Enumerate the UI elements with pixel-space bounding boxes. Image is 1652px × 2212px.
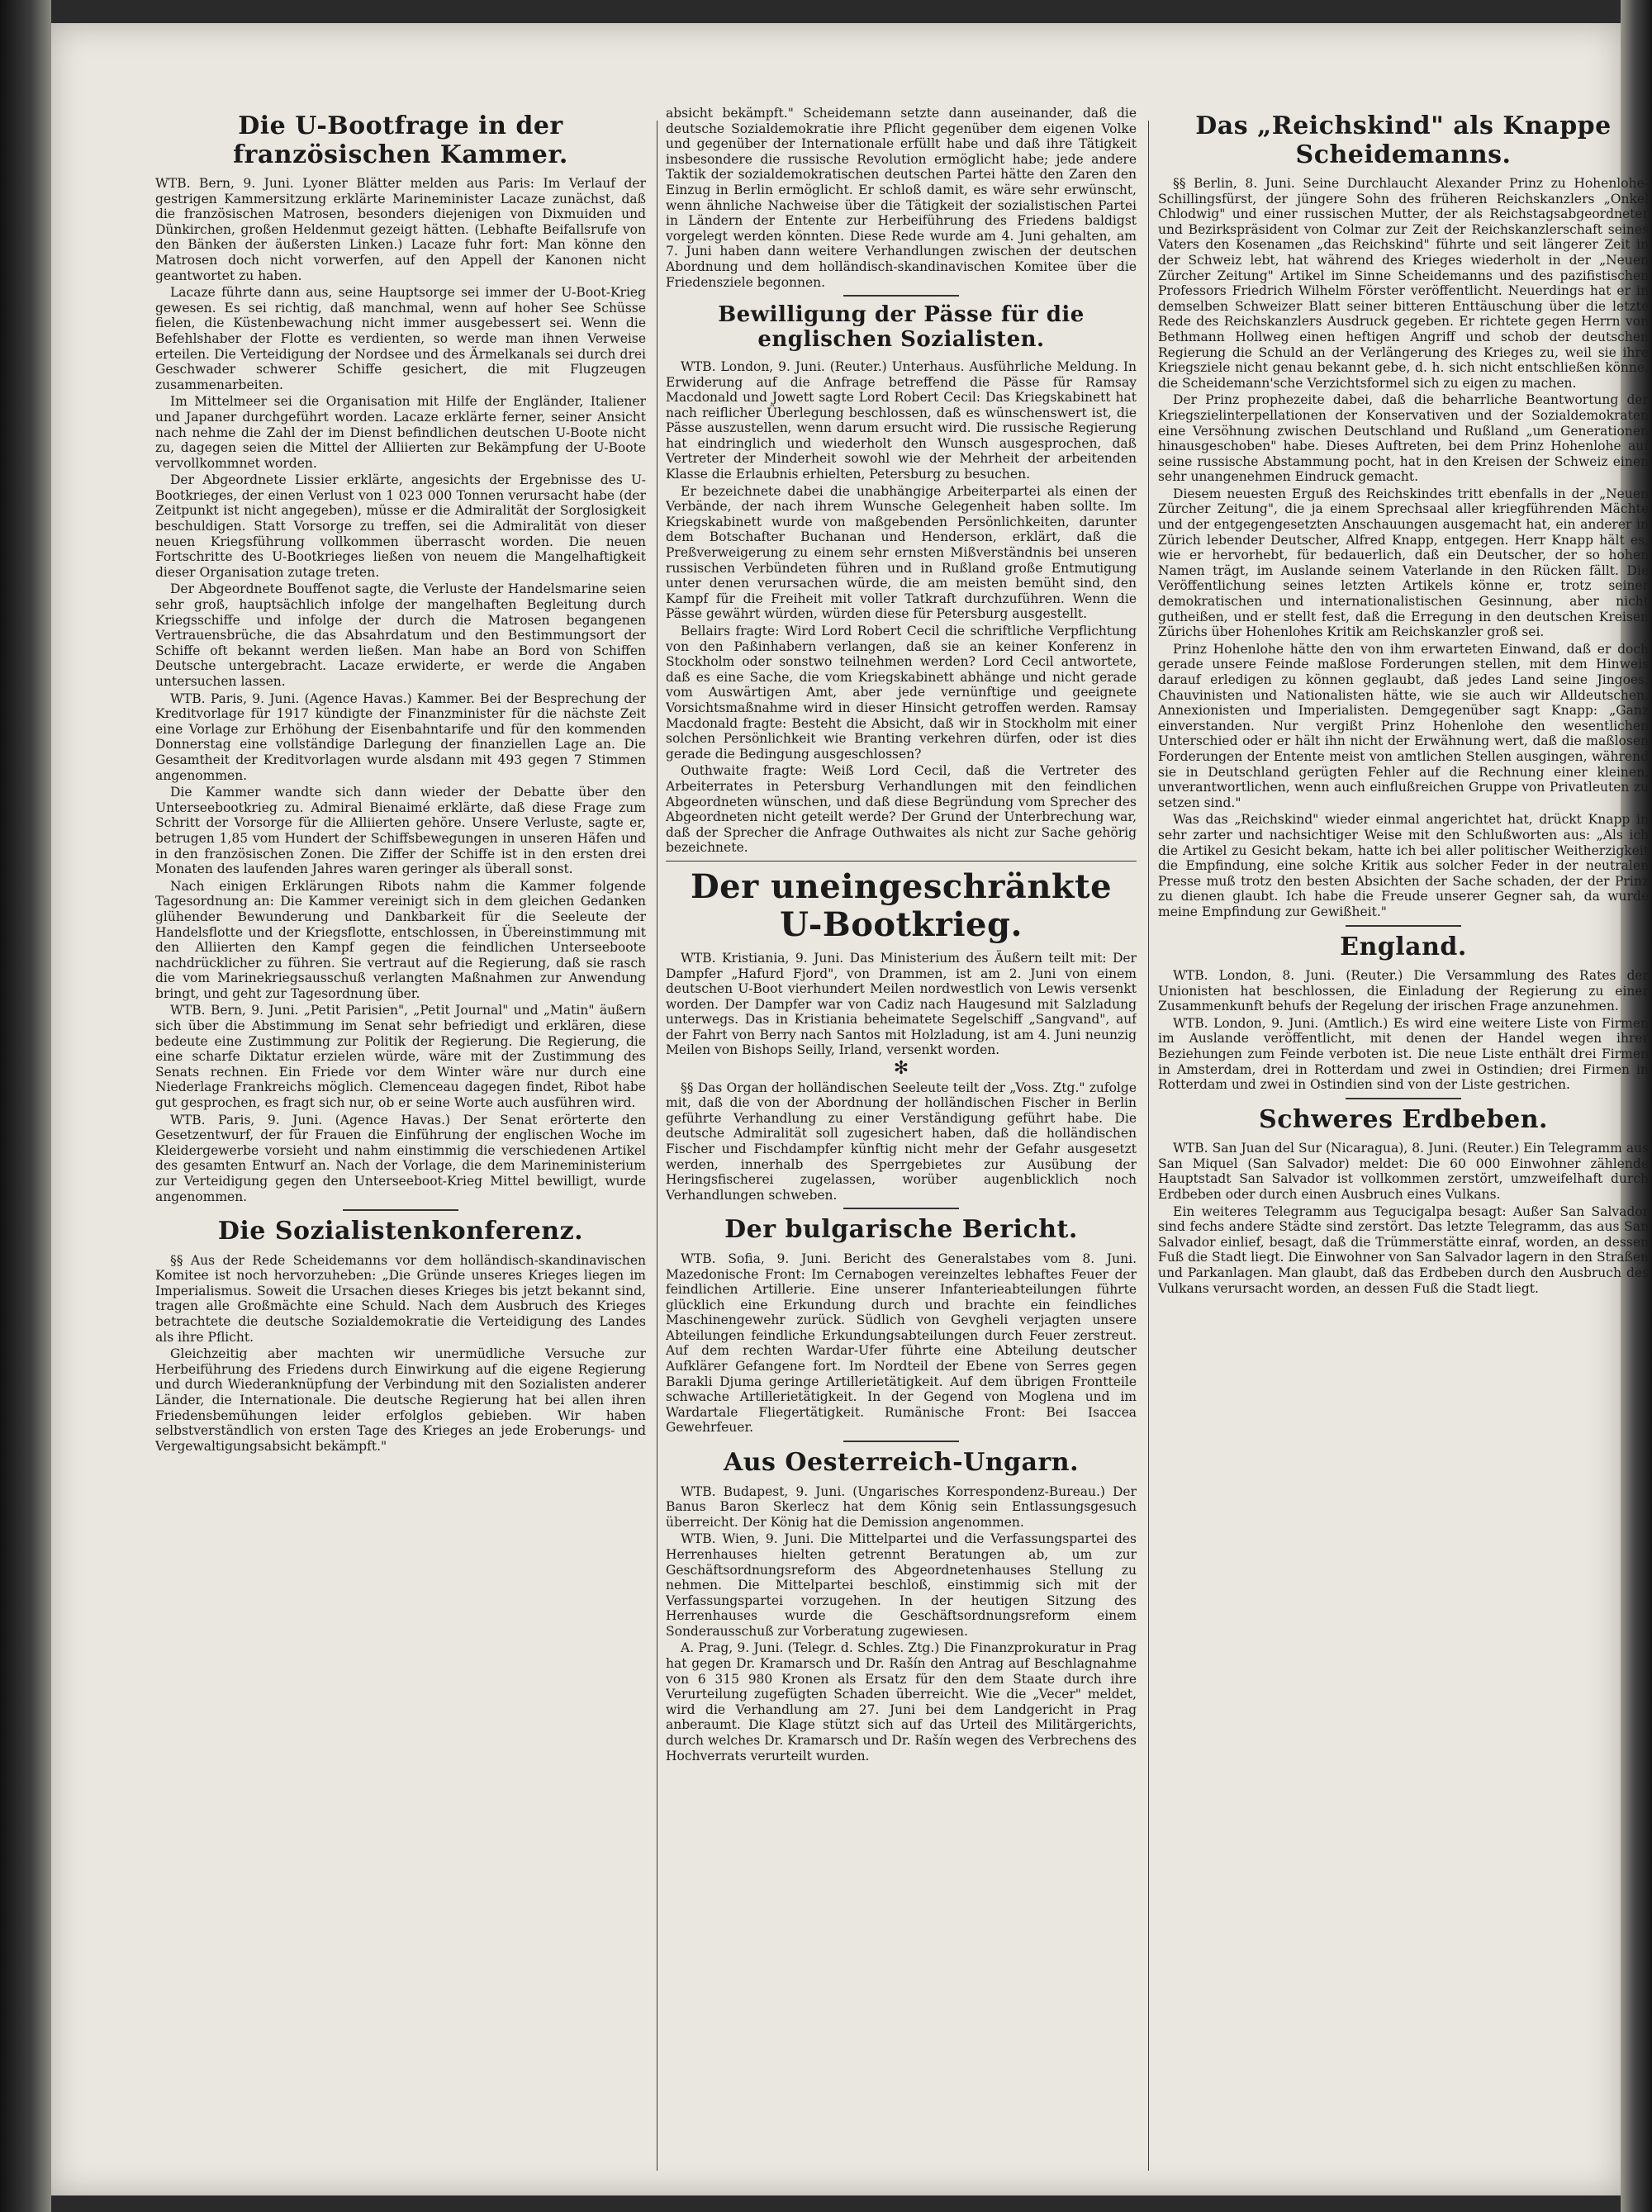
asterism-divider: ✻: [893, 1058, 909, 1080]
article-paragraph: Er bezeichnete dabei die unabhängige Arbeiterpartei als einen der Verbände, der nach ihrem Wunsche Gelegenheit haben sollte. Im Kriegskabinett wurde von maßgebenden Persönlichkeiten, darunter dem Botschafter Buchanan und Henderson, erklärt, daß die Preßverweigerung zu einem sehr ernsten Mißverständnis bei unseren russischen Verbündeten führen und in Rußland große Entmutigung unter denen verursachen würde, die am meisten bemüht sind, den Kampf für die Freiheit mit voller Tatkraft durchzuführen. Wenn die Pässe gewährt würden, würden diese für Petersburg ausgestellt.: [666, 483, 1137, 622]
article-paragraph: Was das „Reichskind" wieder einmal angerichtet hat, drückt Knapp in sehr zarter und nachsichtiger Weise mit den Schlußworten aus: „Als ich die Artikel zu Gesicht bekam, hatte ich bei aller politischer Weitherzigkeit die Empfindung, eine solche Kritik aus solcher Feder in der neutralen Presse muß trotz den besten Absichten der Sache schaden, der der Prinz zu dienen glaubt. Ich habe die Freude unserer Gegner sah, da wurde meine Empfindung zur Gewißheit.": [1158, 812, 1649, 919]
article-paragraph: Ein weiteres Telegramm aus Tegucigalpa besagt: Außer San Salvador sind fechs andere Städte sind zerstört. Das letzte Telegramm, das aus San Salvador einlief, besagt, daß die Trümmerstätte einraf, worden, an dessen Fuß die Stadt liegt. Die Einwohner von San Salvador lagern in den Straßen und Parkanlagen. Man glaubt, daß das Erdbeben durch den Ausbruch des Vulkans verursacht worden, an dessen Fuß die Stadt liegt.: [1158, 1203, 1649, 1296]
article-paragraph: WTB. Paris, 9. Juni. (Agence Havas.) Der Senat erörterte den Gesetzentwurf, der für Frauen die Einführung der englischen Woche im Kleidergewerbe vorsieht und nahm einstimmig die verschiedenen Artikel des gesamten Entwurf an. Nach der Vorlage, die dem Marineministerium zur Verteidigung gegen den Unterseeboot-Krieg Mittel bewilligt, wurde angenommen.: [155, 1112, 646, 1204]
article-paragraph: Der Prinz prophezeite dabei, daß die beharrliche Beantwortung der Kriegszielinterpellationen der Konservativen und der Sozialdemokraten eine Versöhnung zwischen Deutschland und Rußland „um Generationen hinausgeschoben" habe. Dieses Auftreten, bei dem Prinz Hohenlohe auf seine russische Abstammung pocht, hat in den Kreisen der Schweiz einen sehr unangenehmen Eindruck gemacht.: [1158, 392, 1649, 485]
article-paragraph: Outhwaite fragte: Weiß Lord Cecil, daß die Vertreter des Arbeiterrates in Petersburg Verhandlungen mit den feindlichen Abgeordneten wünschen, und daß diese Begründung vom Sprecher des Abgeordneten nicht geteilt werde? Der Grund der Unterbrechung war, daß der Sprecher die Anfrage Outhwaites als nicht zur Sache gehörig bezeichnete.: [666, 763, 1137, 856]
headline-sozialistenkonferenz: Die Sozialistenkonferenz.: [217, 1217, 584, 1246]
section-divider: [666, 861, 1137, 862]
section-divider: [1346, 1098, 1461, 1099]
newspaper-page: [51, 23, 1649, 2195]
article-paragraph: WTB. London, 9. Juni. (Amtlich.) Es wird eine weitere Liste von Firmen im Auslande veröffentlicht, mit denen der Handel wegen ihrer Beziehungen zum Feinde verboten ist. Die neue Liste enthält drei Firmen in Amsterdam, drei in Rotterdam und zwei in Ostindien; drei Firmen in Rotterdam und zwei in Ostindien sind von der Liste gestrichen.: [1158, 1015, 1649, 1093]
article-paragraph: Prinz Hohenlohe hätte den von ihm erwarteten Einwand, daß er doch gerade unsere Feinde maßlose Forderungen stellen, mit dem Hinweis darauf erledigen zu können geglaubt, daß jedes Land seine Jingoes, Chauvinisten und Nationalisten hätte, wie sie auch wir Alldeutschen, Annexionisten und Imperialisten. Demgegenüber sagt Knapp: „Ganz einverstanden. Nur vergißt Prinz Hohenlohe den wesentlichen Unterschied oder er hält ihn nicht der Erwähnung wert, daß die maßlosen Forderungen der Entente meist von amtlichen Stellen ausgingen, während sie in Deutschland gerügten Fehler auf die Rechnung einer kleinen, unverantwortlichen, wenn auch einflußreichen Gruppe von Privatleuten zu setzen sind.": [1158, 641, 1649, 810]
article-paragraph: Der Abgeordnete Bouffenot sagte, die Verluste der Handelsmarine seien sehr groß, hauptsächlich infolge der mangelhaften Begleitung durch Kriegsschiffe und infolge der durch die Matrosen begangenen Vertrauensbrüche, die das Absahrdatum und den Bestimmungsort der Schiffe oft bekannt werden ließen. Man habe an Bord von Schiffen Deutsche untergebracht. Lacaze erwiderte, er werde die Angaben untersuchen lassen.: [155, 581, 646, 689]
headline-uneingeschraenkter-ubootkrieg: Der uneingeschränkte U-Bootkrieg.: [690, 866, 1113, 944]
article-paragraph: Nach einigen Erklärungen Ribots nahm die Kammer folgende Tagesordnung an: Die Kammer vereinigt sich in dem gleichen Gedanken glühender Bewunderung und Dankbarkeit für die Seeleute der Handelsflotte und der Kriegsflotte, entschlossen, in Übereinstimmung mit den Alliierten den Kampf gegen die feindlichen Unterseeboote nachdrücklicher zu führen. Sie vertraut auf die Regierung, daß sie rasch die vom Marinekriegsausschuß verlangten Maßnahmen zur Anwendung bringt, und geht zur Tagesordnung über.: [155, 878, 646, 1001]
article-paragraph: WTB. Sofia, 9. Juni. Bericht des Generalstabes vom 8. Juni. Mazedonische Front: Im Cernabogen vereinzeltes lebhaftes Feuer der feindlichen Artillerie. Eine unserer Infanterieabteilungen führte glücklich eine Erkundung durch und brachte ein feindliches Maschinengewehr zurück. Südlich von Gevgheli verjagten unsere Abteilungen feindliche Erkundungsabteilungen durch Feuer zerstreut. Auf dem rechten Wardar-Ufer führte eine Abteilung deutscher Aufklärer Gefangene fort. Im Nordteil der Ebene von Serres gegen Barakli Djuma geringe Artillerietätigkeit. Auf dem übrigen Frontteile schwache Artillerietätigkeit. In der Gegend von Moglena und im Wardartale Fliegertätigkeit. Rumänische Front: Bei Isaccea Gewehrfeuer.: [666, 1251, 1137, 1436]
article-paragraph: WTB. London, 9. Juni. (Reuter.) Unterhaus. Ausführliche Meldung. In Erwiderung auf die Anfrage betreffend die Pässe für Ramsay Macdonald und Jowett sagte Lord Robert Cecil: Das Kriegskabinett hat nach reiflicher Überlegung beschlossen, daß es wünschenswert ist, die Pässe auszustellen, wenn darum ersucht wird. Die russische Regierung hat eindringlich und wiederholt den Wunsch ausgesprochen, daß Vertreter der Minderheit sowohl wie der Mehrheit der arbeitenden Klasse die Erlaubnis erhielten, Petersburg zu besuchen.: [666, 358, 1137, 482]
article-paragraph: §§ Aus der Rede Scheidemanns vor dem holländisch-skandinavischen Komitee ist noch hervorzuheben: „Die Gründe unseres Krieges liegen im Imperialismus. Soweit die Ursachen dieses Krieges bis jetzt bekannt sind, tragen alle Großmächte eine Schuld. Nach dem Ausbruch des Krieges betrachtete die deutsche Sozialdemokratie die Verteidigung des Landes als ihre Pflicht.: [155, 1252, 646, 1345]
article-paragraph: Die Kammer wandte sich dann wieder der Debatte über den Unterseebootkrieg zu. Admiral Bienaimé erklärte, daß diese Frage zum Schritt der Vorsorge für die Alliierten gehöre. Unsere Verluste, sagte er, betrugen 1,85 vom Hundert der Schiffsbewegungen in unseren Häfen und in den französischen Zonen. Die Ziffer der Schiffe ist in den ersten drei Monaten des laufenden Jahres waren geringer als überall sonst.: [155, 785, 646, 877]
article-paragraph: Der Abgeordnete Lissier erklärte, angesichts der Ergebnisse des U-Bootkrieges, der einen Verlust von 1 023 000 Tonnen verursacht habe (der Zeitpunkt ist nicht angegeben), müsse er die Admiralität der Sorglosigkeit beschuldigen. Statt Vorsorge zu treffen, sei die Admiralität von dieser neuen Kriegsführung vollkommen überrascht worden. Die neuen Fortschritte des U-Bootkrieges ließen von neuem die Mangelhaftigkeit dieser Organisation zutage treten.: [155, 472, 646, 580]
headline-paesse-sozialisten: Bewilligung der Pässe für die englischen Sozialisten.: [718, 302, 1085, 353]
column-1: [155, 106, 646, 2171]
article-paragraph: WTB. Bern, 9. Juni. „Petit Parisien", „Petit Journal" und „Matin" äußern sich über die Abstimmung im Senat sehr befriedigt und erklären, diese bedeute eine Zustimmung zur Politik der Regierung. Die Regierung, die eine scharfe Diktatur erzielen würde, wäre mit der Zustimmung des Senats rechnen. Ein Friede vor dem Winter wäre nur durch eine Niederlage Frankreichs möglich. Clemenceau dagegen findet, Ribot habe gut gesprochen, es fragt sich nur, ob er seine Worte auch ausführen wird.: [155, 1003, 646, 1111]
headline-oesterreich-ungarn: Aus Oesterreich-Ungarn.: [723, 1448, 1080, 1478]
headline-england: England.: [1340, 932, 1467, 961]
article-paragraph: WTB. London, 8. Juni. (Reuter.) Die Versammlung des Rates der Unionisten hat beschlossen, die Einladung der Regierung zu einer Zusammenkunft behufs der Regelung der irischen Frage anzunehmen.: [1158, 968, 1649, 1014]
article-paragraph: Diesem neuesten Erguß des Reichskindes tritt ebenfalls in der „Neuen Zürcher Zeitung", die ja einem Sprechsaal aller kriegführenden Mächte und der entgegengesetzten Anschauungen ausgemacht hat, ein anderer in Zürich lebender Deutscher, Alfred Knapp, entgegen. Herr Knapp hält es, wie er hervorhebt, für bedauerlich, daß ein Deutscher, der so hohen Namen trägt, im Auslande seinem Vaterlande in den Rücken fällt. Die Veröffentlichung seines letzten Artikels könne er, trotz seiner demokratischen und internationalistischen Gesinnung, aber nicht gutheißen, und er stellt fest, daß die Erregung in den deutschen Kreisen Zürichs über Hohenlohes Kritik am Reichskanzler groß sei.: [1158, 486, 1649, 640]
article-paragraph: A. Prag, 9. Juni. (Telegr. d. Schles. Ztg.) Die Finanzprokuratur in Prag hat gegen Dr. Kramarsch und Dr. Rašín den Antrag auf Beschlagnahme von 6 315 980 Kronen als Ersatz für den dem Staate durch ihre Verurteilung zugefügten Schaden überreicht. Wie die „Vecer" meldet, wird die Verhandlung am 27. Juni bei dem Landgericht in Prag anberaumt. Die Klage stützt sich auf das Urteil des Militärgerichts, durch welches Dr. Kramarsch und Dr. Rašín wegen des Verbrechens des Hochverrats verurteilt wurden.: [666, 1640, 1137, 1763]
article-paragraph: Im Mittelmeer sei die Organisation mit Hilfe der Engländer, Italiener und Japaner durchgeführt worden. Lacaze erklärte ferner, seiner Ansicht nach nehme die Zahl der im Dienst befindlichen deutschen U-Boote nicht zu, dagegen seien die Mittel der Alliierten zur Bekämpfung der U-Boote vervollkommnet worden.: [155, 394, 646, 471]
section-divider: [1346, 925, 1461, 927]
headline-reichskind: Das „Reichskind" als Knappe Scheidemanns.: [1195, 112, 1612, 169]
article-paragraph: absicht bekämpft." Scheidemann setzte dann auseinander, daß die deutsche Sozialdemokratie ihre Pflicht gegenüber dem eigenen Volke und gegenüber der Internationale erfüllt habe und daß ihre Tätigkeit insbesondere die russische Revolution ermöglicht habe; jede andere Taktik der sozialdemokratischen deutschen Partei hätte den Zaren den Einzug in Berlin ermöglicht. Er schloß damit, es wäre sehr erwünscht, wenn ähnliche Nachweise über die Tätigkeit der sozialistischen Partei in Ländern der Entente zur Herbeiführung des Friedens baldigst vorgelegt werden könnten. Diese Rede wurde am 4. Juni gehalten, am 7. Juni haben dann weitere Verhandlungen zwischen der deutschen Abordnung und dem holländisch-skandinavischen Komitee über die Friedensziele begonnen.: [666, 106, 1137, 290]
column-2: [666, 106, 1137, 2171]
section-divider: [843, 1441, 959, 1442]
article-paragraph: Lacaze führte dann aus, seine Hauptsorge sei immer der U-Boot-Krieg gewesen. Es sei richtig, daß manchmal, wenn auf hoher See Schüsse fielen, die Küstenbewachung nicht immer ausgebessert sei. Wenn die Befehlshaber der Flotte es verdienten, so werde man ihnen Verweise erteilen. Die Verteidigung der Nordsee und des Ärmelkanals sei durch drei Geschwader schwerer Schiffe gesichert, die mit Flugzeugen zusammenarbeiten.: [155, 285, 646, 392]
headline-erdbeben: Schweres Erdbeben.: [1259, 1104, 1548, 1134]
headline-bulgarischer-bericht: Der bulgarische Bericht.: [724, 1215, 1078, 1245]
article-paragraph: WTB. Kristiania, 9. Juni. Das Ministerium des Äußern teilt mit: Der Dampfer „Hafurd Fjord", von Drammen, ist am 2. Juni von einem deutschen U-Boot vierhundert Meilen nordwestlich von Lewis versenkt worden. Der Dampfer war von Cadiz nach Haugesund mit Salzladung unterwegs. Das in Kristiania beheimatete Segelschiff „Sangvand", auf der Fahrt von Berry nach Santos mit Holzladung, ist am 4. Juni neunzig Meilen von Bishops Seilly, Irland, versenkt worden.: [666, 950, 1137, 1058]
article-paragraph: WTB. Wien, 9. Juni. Die Mittelpartei und die Verfassungspartei des Herrenhauses hielten getrennt Beratungen ab, um zur Geschäftsordnungsreform des Abgeordnetenhauses Stellung zu nehmen. Die Mittelpartei beschloß, einstimmig sich mit der Verfassungspartei vorzugehen. In der heutigen Sitzung des Herrenhauses wurde die Geschäftsordnungsreform einem Sonderausschuß zur Vorberatung zugewiesen.: [666, 1531, 1137, 1639]
headline-u-boot-kammer: Die U-Bootfrage in der französischen Kammer.: [233, 112, 568, 169]
article-paragraph: WTB. Bern, 9. Juni. Lyoner Blätter melden aus Paris: Im Verlauf der gestrigen Kammersitzung erklärte Marineminister Lacaze zunächst, daß die französischen Matrosen, besonders diejenigen von Dixmuiden und Dünkirchen, großen Heldenmut gezeigt hätten. (Lebhafte Beifallsrufe von den Bänken der äußersten Linken.) Lacaze fuhr fort: Man könne den Matrosen doch nicht vorwerfen, auf den Appell der Kanonen nicht geantwortet zu haben.: [155, 176, 646, 283]
article-paragraph: §§ Berlin, 8. Juni. Seine Durchlaucht Alexander Prinz zu Hohenlohe-Schillingsfürst, der jüngere Sohn des früheren Reichskanzlers „Onkel Chlodwig" und einer russischen Mutter, der als Reichstagsabgeordneter und Bezirkspräsident von Colmar zur Zeit der Reichskanzlerschaft seines Vaters den Kosenamen „das Reichskind" führte und seit längerer Zeit in der Schweiz lebt, hat während des Krieges wiederholt in der „Neuen Zürcher Zeitung" Artikel im Sinne Scheidemanns und des pazifistischen Professors Friedrich Wilhelm Förster veröffentlicht. Neuerdings hat er in demselben Schweizer Blatt seiner bitteren Enttäuschung über die letzte Rede des Reichskanzlers Ausdruck gegeben. Er richtete gegen Herrn von Bethmann Hollweg einen heftigen Angriff und schob der deutschen Regierung die Schuld an der Verlängerung des Krieges zu, weil sie ihre Kriegsziele nicht genau bekannt gebe, d. h. sich nicht entschließen könne, die Scheidemann'sche Verzichtsformel sich zu eigen zu machen.: [1158, 176, 1649, 391]
section-divider: [343, 1209, 458, 1211]
article-paragraph: WTB. Paris, 9. Juni. (Agence Havas.) Kammer. Bei der Besprechung der Kreditvorlage für 1917 kündigte der Finanzminister für die nächste Zeit eine Vorlage zur Erhöhung der Eisenbahntarife und für den kommenden Donnerstag eine vollständige Darlegung der finanziellen Lage an. Die Gesamtheit der Kreditvorlagen wurde alsdann mit 493 gegen 7 Stimmen angenommen.: [155, 691, 646, 783]
article-paragraph: WTB. San Juan del Sur (Nicaragua), 8. Juni. (Reuter.) Ein Telegramm aus San Miquel (San Salvador) meldet: Die 60 000 Einwohner zählende Hauptstadt San Salvador ist vollkommen zerstört, umzweifelhaft durch Erdbeben oder durch einen Ausbruch eines Vulkans.: [1158, 1141, 1649, 1203]
section-divider: [843, 295, 959, 297]
article-paragraph: §§ Das Organ der holländischen Seeleute teilt der „Voss. Ztg." zufolge mit, daß die von der Abordnung der holländischen Fischer in Berlin geführte Verhandlung zu einer Verständigung geführt habe. Die deutsche Admiralität soll zugesichert haben, daß die holländischen Fischer und Fischdampfer künftig nicht mehr der Gefahr ausgesetzt werden, innerhalb des Sperrgebietes zur Ausübung der Heringsfischerei zugelassen, worüber augenblicklich noch Verhandlungen schweben.: [666, 1080, 1137, 1203]
scan-edge-left: [0, 0, 51, 2212]
section-divider: [843, 1208, 959, 1209]
column-3: [1158, 106, 1649, 2171]
article-paragraph: Gleichzeitig aber machten wir unermüdliche Versuche zur Herbeiführung des Friedens durch Einwirkung auf die eigene Regierung und durch Wiederanknüpfung der Verbindung mit den Sozialisten anderer Länder, die Internationale. Die deutsche Regierung hat bei allen ihren Friedensbemühungen leider erfolglos gebieben. Wir haben selbstverständlich von ersten Tage des Krieges an jede Eroberungs- und Vergewaltigungsabsicht bekämpft.": [155, 1346, 646, 1454]
article-paragraph: WTB. Budapest, 9. Juni. (Ungarisches Korrespondenz-Bureau.) Der Banus Baron Skerlecz hat dem König sein Entlassungsgesuch überreicht. Der König hat die Demission angenommen.: [666, 1483, 1137, 1530]
column-rule-2: [1148, 121, 1149, 2171]
article-paragraph: Bellairs fragte: Wird Lord Robert Cecil die schriftliche Verpflichtung von den Paßinhabern verlangen, daß sie an keiner Konferenz in Stockholm oder sonstwo teilnehmen werden? Lord Cecil antwortete, daß es eine Sache, die vom Kriegskabinett abhänge und nicht gerade vom Auswärtigen Amt, aber jede vernünftige und geeignete Vorsichtsmaßnahme wird in dieser Hinsicht getroffen werden. Ramsay Macdonald fragte: Besteht die Absicht, daß wir in Stockholm mit einer solchen Persönlichkeit wie Branting verkehren dürfen, oder ist dies gerade die Bedingung ausgeschlossen?: [666, 624, 1137, 762]
